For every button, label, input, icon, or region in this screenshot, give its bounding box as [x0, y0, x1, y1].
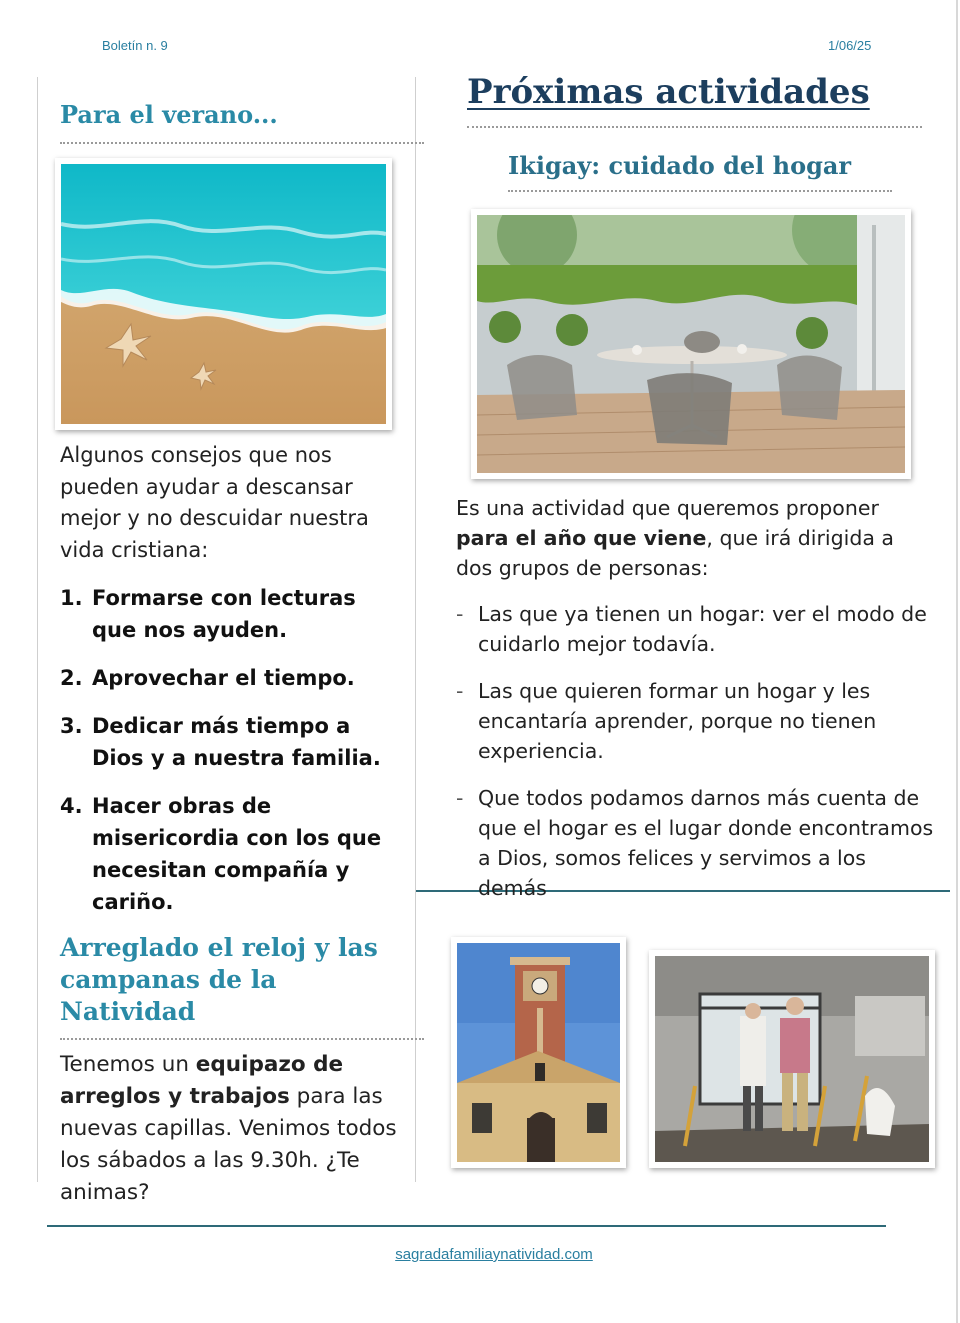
list-number: 3. — [60, 714, 83, 738]
list-item — [456, 599, 936, 659]
list-item-text: Que todos podamos darnos más cuenta de que el hogar es el lugar donde encontramos a Dios, somos felices y servimos a los demás — [478, 786, 934, 900]
section-title-rule — [467, 126, 922, 128]
footer-rule — [47, 1225, 886, 1227]
summer-title-underline — [60, 142, 424, 144]
beach-photo — [55, 158, 392, 430]
repair-text — [60, 1049, 400, 1209]
church-tower-photo — [451, 937, 626, 1168]
list-item-text: Aprovechar el tiempo. — [92, 666, 355, 690]
center-column-rule — [415, 77, 416, 1182]
list-item-text: Formarse con lecturas que nos ayuden. — [92, 586, 356, 642]
summer-tips-list — [60, 582, 405, 934]
repair-text-post: para las nuevas capillas. Venimos todos los sábados a las 9.30h. ¿Te animas? — [60, 1084, 397, 1205]
repair-text-pre: Tenemos un — [60, 1052, 196, 1077]
issue-number: Boletín n. 9 — [102, 38, 168, 53]
section-title: Próximas actividades — [467, 72, 870, 112]
list-item — [60, 582, 405, 646]
workers-photo — [649, 950, 935, 1168]
list-item-text: Las que quieren formar un hogar y les encantaría aprender, porque no tienen experiencia. — [478, 679, 877, 763]
repair-text-bold: equipazo de arreglos y trabajos — [60, 1052, 344, 1109]
list-item — [456, 783, 936, 903]
activity-groups-list — [456, 599, 936, 920]
list-item-text: Las que ya tienen un hogar: ver el modo de cuidarlo mejor todavía. — [478, 602, 927, 656]
list-number: 4. — [60, 794, 83, 818]
list-bullet: - — [456, 786, 464, 810]
activity-paragraph — [456, 493, 936, 583]
list-bullet: - — [456, 602, 464, 626]
repair-title-underline — [60, 1038, 424, 1040]
patio-photo — [471, 209, 911, 479]
activity-title: Ikigay: cuidado del hogar — [508, 151, 852, 180]
repair-title: Arreglado el reloj y las campanas de la Natividad — [60, 933, 378, 1026]
left-column-rule — [37, 77, 38, 1182]
list-item — [60, 790, 405, 918]
activity-paragraph-pre: Es una actividad que queremos proponer — [456, 496, 879, 520]
issue-date: 1/06/25 — [828, 38, 872, 53]
list-item-text: Dedicar más tiempo a Dios y a nuestra familia. — [92, 714, 381, 770]
list-item — [60, 710, 405, 774]
list-item-text: Hacer obras de misericordia con los que necesitan compañía y cariño. — [92, 794, 382, 914]
list-item — [456, 676, 936, 766]
list-item — [60, 662, 405, 694]
summer-title: Para el verano... — [60, 100, 278, 129]
list-bullet: - — [456, 679, 464, 703]
list-number: 1. — [60, 586, 83, 610]
summer-intro: Algunos consejos que nos pueden ayudar a descansar mejor y no descuidar nuestra vida cristiana: — [60, 443, 369, 562]
activity-title-rule — [508, 190, 892, 192]
website-link[interactable]: sagradafamiliaynatividad.com — [395, 1246, 593, 1263]
list-number: 2. — [60, 666, 83, 690]
activity-paragraph-bold: para el año que viene — [456, 526, 707, 550]
activity-paragraph-post: , que irá dirigida a dos grupos de personas: — [456, 526, 894, 580]
